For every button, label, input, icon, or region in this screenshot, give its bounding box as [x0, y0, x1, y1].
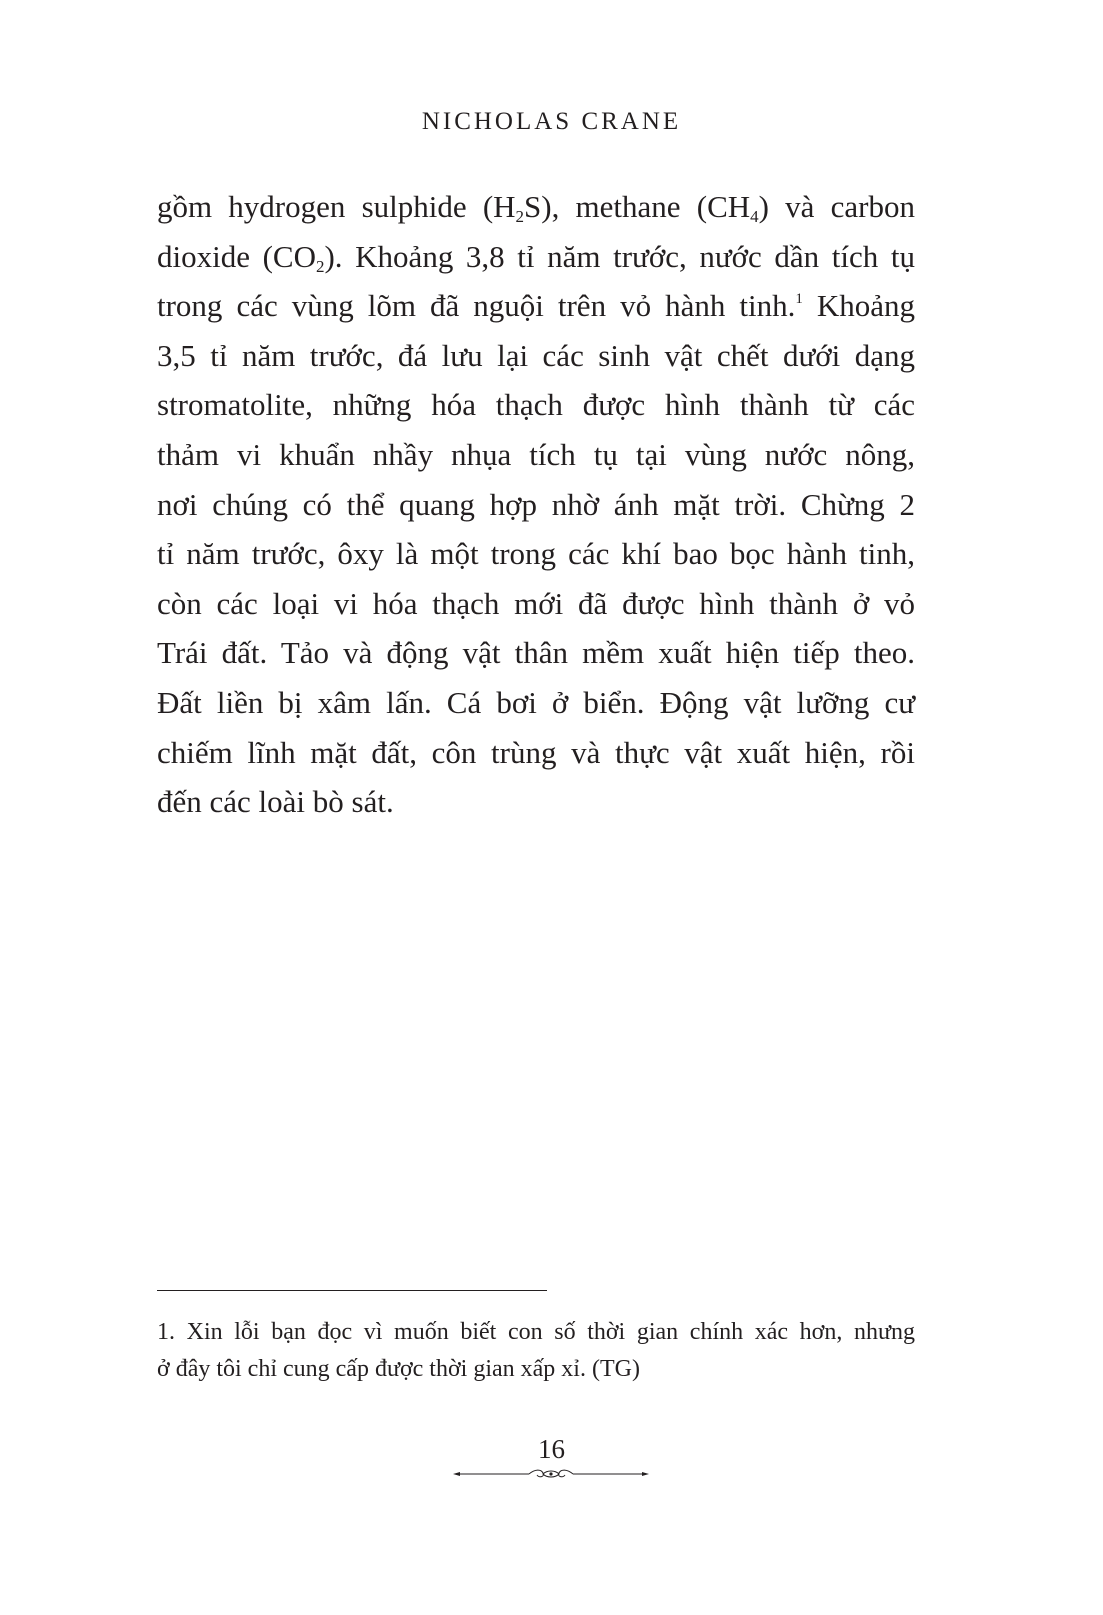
body-line: Trái đất. Tảo và động vật thân mềm xuất hiện tiếp theo.	[157, 635, 915, 671]
text-run: ) và carbon	[758, 189, 915, 224]
subscript: 4	[750, 207, 759, 226]
footnote-reference[interactable]: 1	[795, 291, 803, 308]
body-line	[157, 232, 915, 282]
body-line	[157, 281, 915, 331]
body-line	[157, 182, 915, 232]
body-line: chiếm lĩnh mặt đất, côn trùng và thực vật xuất hiện, rồi	[157, 734, 915, 770]
subscript: 2	[315, 256, 325, 276]
text-run: gồm hydrogen sulphide (H	[157, 189, 516, 224]
page-number: 16	[538, 1434, 565, 1464]
text-run: Khoảng	[802, 288, 915, 324]
flourish-ornament-icon	[451, 1468, 651, 1480]
text-run: ). Khoảng 3,8 tỉ năm trước, nước dần tích tụ	[324, 238, 915, 274]
footnote-line: 1. Xin lỗi bạn đọc vì muốn biết con số thời gian chính xác hơn, nhưng	[157, 1319, 915, 1345]
footnote-separator	[157, 1290, 547, 1291]
body-line: nơi chúng có thể quang hợp nhờ ánh mặt trời. Chừng 2	[157, 486, 915, 522]
body-line: thảm vi khuẩn nhầy nhụa tích tụ tại vùng nước nông,	[157, 436, 915, 472]
text-run: trong các vùng lõm đã nguội trên vỏ hành tinh.	[157, 288, 796, 324]
text-run: S), methane (CH	[524, 189, 751, 224]
body-line: đến các loài bò sát.	[157, 784, 394, 820]
body-line: Đất liền bị xâm lấn. Cá bơi ở biển. Động vật lưỡng cư	[157, 684, 915, 720]
body-line: tỉ năm trước, ôxy là một trong các khí bao bọc hành tinh,	[157, 536, 915, 572]
footnote	[157, 1314, 915, 1388]
subscript: 2	[515, 207, 525, 226]
running-head: NICHOLAS CRANE	[421, 108, 682, 135]
body-line: còn các loại vi hóa thạch mới đã được hình thành ở vỏ	[157, 585, 915, 621]
body-paragraph	[157, 182, 915, 827]
body-line: 3,5 tỉ năm trước, đá lưu lại các sinh vật chết dưới dạng	[157, 337, 915, 373]
footnote-line: ở đây tôi chỉ cung cấp được thời gian xấp xỉ. (TG)	[157, 1356, 640, 1382]
text-run: dioxide (CO	[157, 238, 316, 274]
body-line: stromatolite, những hóa thạch được hình thành từ các	[157, 387, 915, 423]
